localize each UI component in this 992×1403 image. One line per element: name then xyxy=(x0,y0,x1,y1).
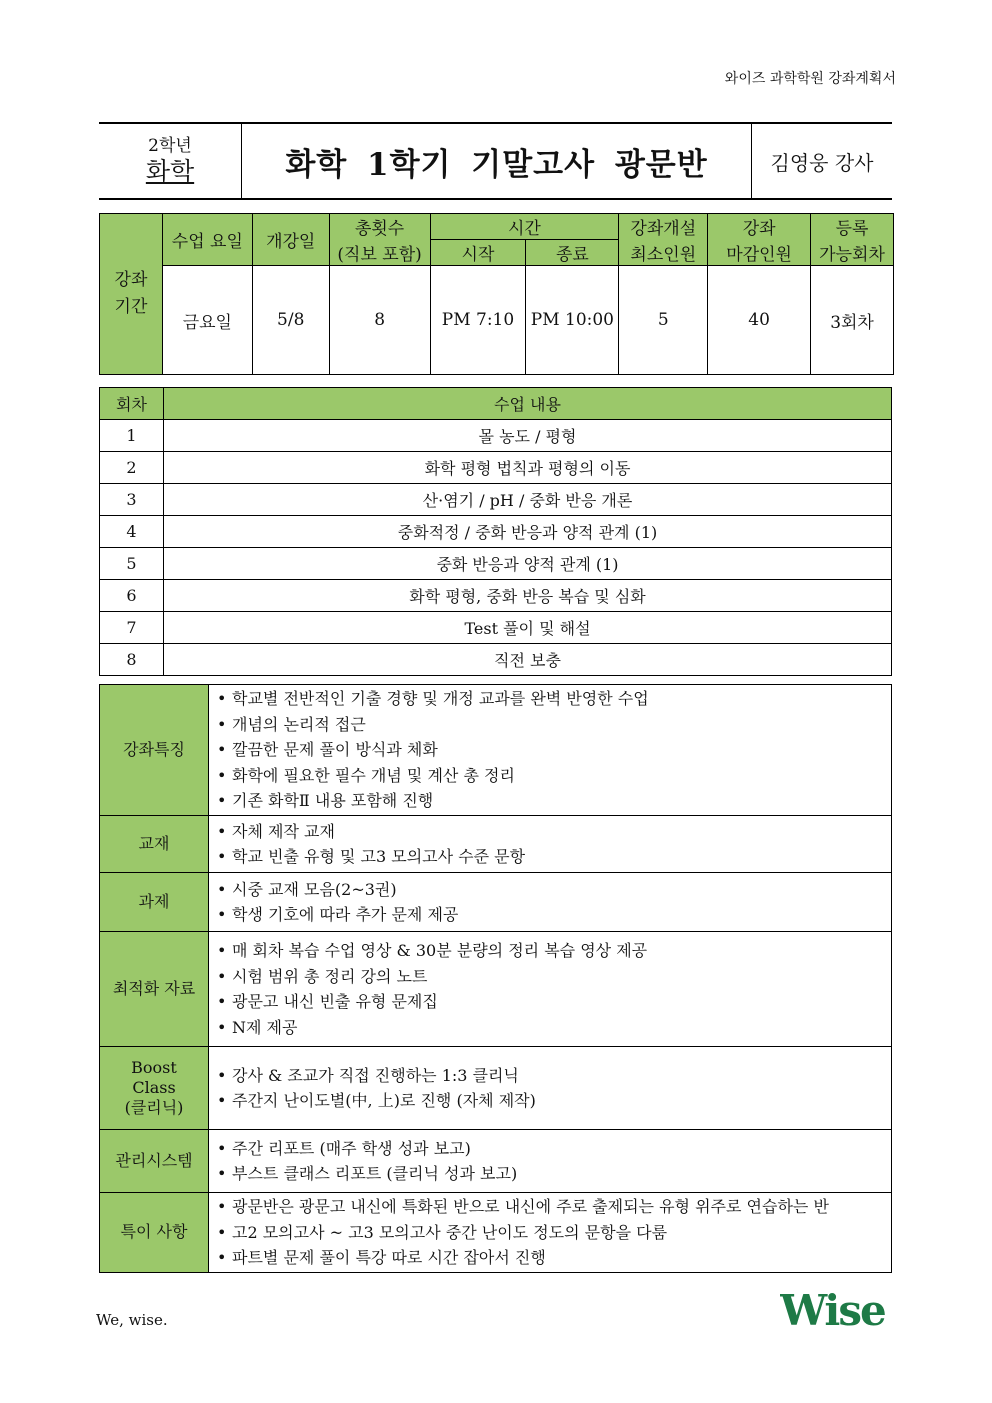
list-item: • N제 제공 xyxy=(217,1015,885,1041)
header-session-number: 회차 xyxy=(100,388,164,420)
session-number: 7 xyxy=(100,612,164,644)
course-details-table xyxy=(99,684,892,1273)
value-max-enroll: 40 xyxy=(708,266,811,375)
label-textbook: 교재 xyxy=(100,816,209,873)
list-item: • 강사 & 조교가 직접 진행하는 1:3 클리닉 xyxy=(217,1063,885,1089)
lesson-content: 산·염기 / pH / 중화 반응 개론 xyxy=(164,484,892,516)
list-item: • 자체 제작 교재 xyxy=(217,819,885,845)
header-total-sessions-sub: (직보 포함) xyxy=(329,240,430,266)
label-boost-class: Boost Class (클리닉) xyxy=(100,1047,209,1130)
list-item: • 학교별 전반적인 기출 경향 및 개정 교과를 완벽 반영한 수업 xyxy=(217,686,885,712)
list-item: • 기존 화학Ⅱ 내용 포함해 진행 xyxy=(217,788,885,814)
header-max-enroll: 강좌 xyxy=(708,214,811,240)
detail-row-boost-class xyxy=(100,1047,892,1130)
value-min-enroll: 5 xyxy=(619,266,708,375)
list-item: • 광문반은 광문고 내신에 특화된 반으로 내신에 주로 출제되는 유형 위주로 연습하는 반 xyxy=(217,1194,885,1220)
session-number: 1 xyxy=(100,420,164,452)
curriculum-table xyxy=(99,387,892,676)
header-lesson-content: 수업 내용 xyxy=(164,388,892,420)
header-max-enroll-sub: 마감인원 xyxy=(708,240,811,266)
subject-label: 화학 xyxy=(145,157,195,186)
list-item: • 화학에 필요한 필수 개념 및 계산 총 정리 xyxy=(217,763,885,789)
detail-row-textbook xyxy=(100,816,892,873)
grade-label: 2학년 xyxy=(148,136,192,156)
detail-row-notes xyxy=(100,1193,892,1273)
list-item: • 주간지 난이도별(中, 上)로 진행 (자체 제작) xyxy=(217,1088,885,1114)
session-number: 3 xyxy=(100,484,164,516)
list-item: • 깔끔한 문제 풀이 방식과 체화 xyxy=(217,737,885,763)
detail-row-management xyxy=(100,1130,892,1193)
list-item: • 주간 리포트 (매주 학생 성과 보고) xyxy=(217,1136,885,1162)
list-item: • 고2 모의고사 ~ 고3 모의고사 중간 난이도 정도의 문항을 다룸 xyxy=(217,1220,885,1246)
wise-logo xyxy=(780,1290,898,1332)
header-start-date: 개강일 xyxy=(252,214,329,266)
value-register: 3회차 xyxy=(811,266,894,375)
table-row xyxy=(100,420,892,452)
header-min-enroll: 강좌개설 xyxy=(619,214,708,240)
list-item: • 광문고 내신 빈출 유형 문제집 xyxy=(217,989,885,1015)
value-total-sessions: 8 xyxy=(329,266,430,375)
course-title: 화학 1학기 기말고사 광문반 xyxy=(242,124,752,198)
list-item: • 개념의 논리적 접근 xyxy=(217,712,885,738)
header-register: 등록 xyxy=(811,214,894,240)
session-number: 8 xyxy=(100,644,164,676)
lesson-content: 직전 보충 xyxy=(164,644,892,676)
header-day: 수업 요일 xyxy=(162,214,252,266)
list-item: • 시험 범위 총 정리 강의 노트 xyxy=(217,964,885,990)
list-item: • 학생 기호에 따라 추가 문제 제공 xyxy=(217,902,885,928)
grade-subject xyxy=(99,124,242,198)
lesson-content: 몰 농도 / 평형 xyxy=(164,420,892,452)
table-row xyxy=(100,612,892,644)
header-register-sub: 가능회차 xyxy=(811,240,894,266)
session-number: 5 xyxy=(100,548,164,580)
label-special-notes: 특이 사항 xyxy=(100,1193,209,1273)
footer-slogan: We, wise. xyxy=(96,1311,168,1329)
lesson-content: 중화 반응과 양적 관계 (1) xyxy=(164,548,892,580)
header-time-start: 시작 xyxy=(430,240,526,266)
lesson-content: 화학 평형 법칙과 평형의 이동 xyxy=(164,452,892,484)
table-row xyxy=(100,516,892,548)
detail-row-materials xyxy=(100,932,892,1047)
label-homework: 과제 xyxy=(100,873,209,932)
label-optimized-materials: 최적화 자료 xyxy=(100,932,209,1047)
header-time-end: 종료 xyxy=(526,240,619,266)
header-total-sessions: 총횟수 xyxy=(329,214,430,240)
detail-row-homework xyxy=(100,873,892,932)
table-row xyxy=(100,644,892,676)
schedule-table xyxy=(99,213,894,375)
table-row xyxy=(100,548,892,580)
teacher-name: 김영웅 강사 xyxy=(770,150,874,175)
table-row xyxy=(100,484,892,516)
value-time-end: PM 10:00 xyxy=(526,266,619,375)
value-time-start: PM 7:10 xyxy=(430,266,526,375)
lesson-content: 중화적정 / 중화 반응과 양적 관계 (1) xyxy=(164,516,892,548)
table-row xyxy=(100,452,892,484)
header-time: 시간 xyxy=(430,214,619,240)
session-number: 2 xyxy=(100,452,164,484)
table-row xyxy=(100,580,892,612)
title-block xyxy=(99,122,892,200)
list-item: • 학교 빈출 유형 및 고3 모의고사 수준 문항 xyxy=(217,844,885,870)
detail-row-features xyxy=(100,685,892,816)
list-item: • 매 회차 복습 수업 영상 & 30분 분량의 정리 복습 영상 제공 xyxy=(217,938,885,964)
list-item: • 부스트 클래스 리포트 (클리닉 성과 보고) xyxy=(217,1161,885,1187)
lesson-content: 화학 평형, 중화 반응 복습 및 심화 xyxy=(164,580,892,612)
list-item: • 파트별 문제 풀이 특강 따로 시간 잡아서 진행 xyxy=(217,1245,885,1271)
list-item: • 시중 교재 모음(2~3권) xyxy=(217,877,885,903)
lesson-content: Test 풀이 및 해설 xyxy=(164,612,892,644)
document-header: 와이즈 과학학원 강좌계획서 xyxy=(724,71,896,87)
session-number: 6 xyxy=(100,580,164,612)
label-course-features: 강좌특징 xyxy=(100,685,209,816)
value-day: 금요일 xyxy=(162,266,252,375)
session-number: 4 xyxy=(100,516,164,548)
label-management-system: 관리시스템 xyxy=(100,1130,209,1193)
logo-wordmark: Wise xyxy=(780,1290,885,1332)
period-side-label: 강좌 기간 xyxy=(100,214,163,375)
header-min-enroll-sub: 최소인원 xyxy=(619,240,708,266)
value-start-date: 5/8 xyxy=(252,266,329,375)
